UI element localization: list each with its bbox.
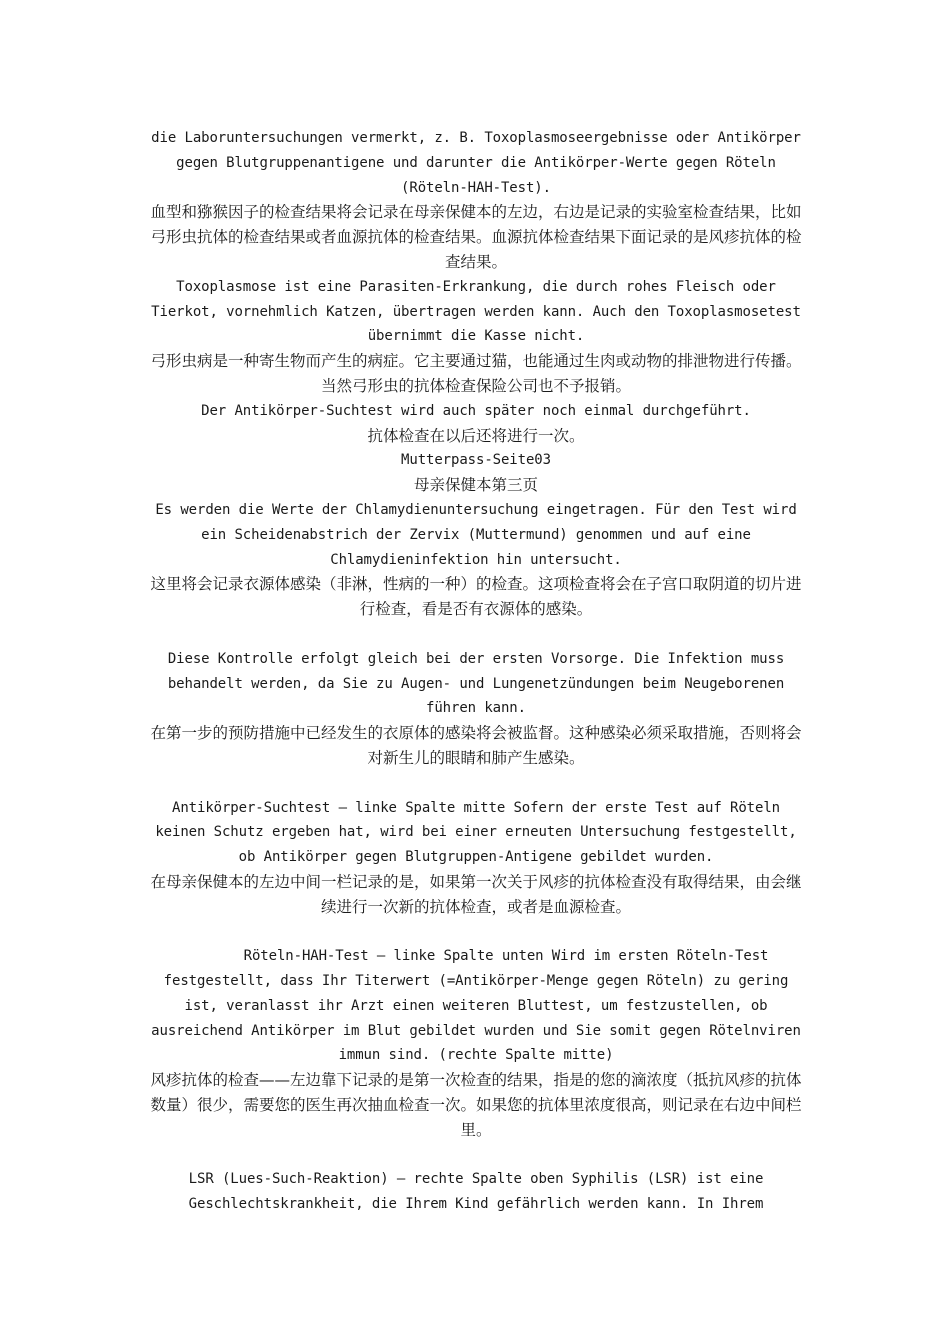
paragraph-zh-chlamydia: 这里将会记录衣源体感染（非淋，性病的一种）的检查。这项检查将会在子宫口取阴道的切片进行检查，看是否有衣源体的感染。 bbox=[150, 575, 802, 619]
section-heading-zh-page3: 母亲保健本第三页 bbox=[413, 476, 538, 495]
paragraph-de-lsr: LSR (Lues-Such-Reaktion) – rechte Spalte oben Syphilis (LSR) ist eine Geschlechtskrankheit, die Ihrem Kind gefährlich werden kann. In Ihrem bbox=[188, 1171, 764, 1213]
paragraph-de-antibody-search: Der Antikörper-Suchtest wird auch später noch einmal durchgeführt. bbox=[201, 402, 751, 419]
paragraph-zh-control: 在第一步的预防措施中已经发生的衣原体的感染将会被监督。这种感染必须采取措施，否则将会对新生儿的眼睛和肺产生感染。 bbox=[150, 724, 802, 767]
paragraph-zh-rubella-hah: 风疹抗体的检查——左边靠下记录的是第一次检查的结果，指是的您的滴浓度（抵抗风疹的抗体数量）很少，需要您的医生再次抽血检查一次。如果您的抗体里浓度很高，则记录在右边中间栏里。 bbox=[150, 1071, 802, 1139]
paragraph-de-rubella-hah bbox=[148, 944, 804, 1068]
paragraph-de-control: Diese Kontrolle erfolgt gleich bei der ersten Vorsorge. Die Infektion muss behandelt werden, da Sie zu Augen- und Lungenetzündungen beim Neugeborenen führen kann. bbox=[167, 650, 785, 717]
blank-line bbox=[148, 1143, 804, 1168]
blank-line bbox=[148, 622, 804, 647]
document-page bbox=[148, 126, 804, 1217]
blank-line bbox=[148, 771, 804, 796]
blank-line bbox=[148, 920, 804, 945]
paragraph-zh-lab-tests: 血型和猕猴因子的检查结果将会记录在母亲保健本的左边，右边是记录的实验室检查结果，比如弓形虫抗体的检查结果或者血源抗体的检查结果。血源抗体检查结果下面记录的是风疹抗体的检查结果。 bbox=[150, 203, 802, 271]
paragraph-de-chlamydia: Es werden die Werte der Chlamydienuntersuchung eingetragen. Für den Test wird ein Scheidenabstrich der Zervix (Muttermund) genommen und auf eine Chlamydieninfektion hin untersucht. bbox=[155, 501, 797, 568]
section-heading-de-page3: Mutterpass-Seite03 bbox=[401, 452, 551, 469]
paragraph-zh-antibody-search: 抗体检查在以后还将进行一次。 bbox=[367, 426, 585, 445]
paragraph-de-lab-tests: die Laboruntersuchungen vermerkt, z. B. Toxoplasmoseergebnisse oder Antikörper gegen Blutgruppenantigene und darunter die Antikörper-Werte gegen Röteln (Röteln-HAH-Test). bbox=[151, 130, 801, 196]
paragraph-de-antibody-left-middle: Antikörper-Suchtest – linke Spalte mitte Sofern der erste Test auf Röteln keinen Schutz ergeben hat, wird bei einer erneuten Untersuchung festgestellt, ob Antikörper gegen Blutgruppen-Antigene gebildet wurden. bbox=[155, 799, 797, 866]
paragraph-de-toxoplasmosis: Toxoplasmose ist eine Parasiten-Erkrankung, die durch rohes Fleisch oder Tierkot, vornehmlich Katzen, übertragen werden kann. Auch den Toxoplasmosetest übernimmt die Kasse nicht. bbox=[151, 278, 801, 345]
paragraph-de-rubella-hah-text: Röteln-HAH-Test – linke Spalte unten Wird im ersten Röteln-Test festgestellt, dass Ihr Titerwert (=Antikörper-Menge gegen Röteln) zu gering ist, veranlasst ihr Arzt einen weiteren Bluttest, um festzustellen, ob ausreichend Antikörper im Blut gebildet wurden und Sie somit gegen Rötelnviren immun sind. (rechte Spalte mitte) bbox=[151, 948, 801, 1064]
paragraph-zh-toxoplasmosis: 弓形虫病是一种寄生物而产生的病症。它主要通过猫，也能通过生肉或动物的排泄物进行传播。当然弓形虫的抗体检查保险公司也不予报销。 bbox=[150, 352, 802, 395]
paragraph-zh-antibody-left-middle: 在母亲保健本的左边中间一栏记录的是，如果第一次关于风疹的抗体检查没有取得结果，由会继续进行一次新的抗体检查，或者是血源检查。 bbox=[150, 872, 802, 916]
